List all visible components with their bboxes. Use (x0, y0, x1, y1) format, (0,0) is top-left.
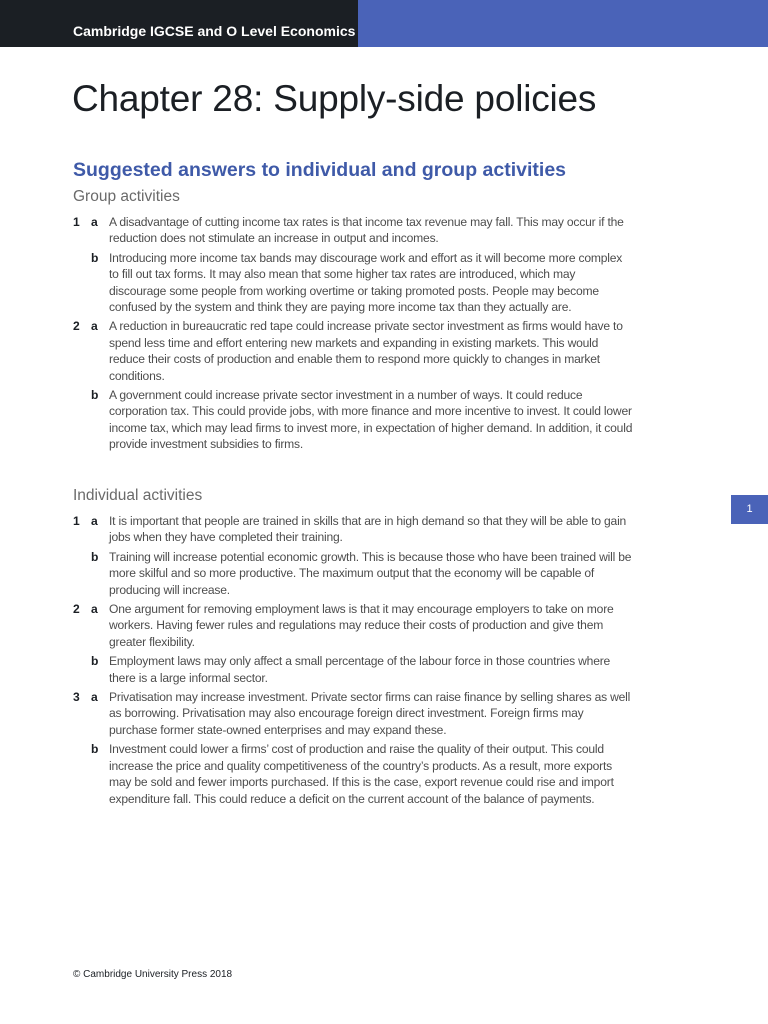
answer-text: A reduction in bureaucratic red tape could increase private sector investment as firms would have to spend less time and effort entering new markets and expanding in existing markets. This would reduce their costs of production and enable them to respond more quickly to changes in market conditions. (109, 319, 623, 383)
list-item (73, 653, 633, 686)
list-item (73, 250, 633, 316)
list-item (73, 318, 633, 384)
answer-text: One argument for removing employment laws is that it may encourage employers to take on more workers. Having fewer rules and regulations may reduce their costs of production and give them greater flexibility. (109, 602, 614, 649)
answer-text: Introducing more income tax bands may discourage work and effort as it will become more complex to fill out tax forms. It may also mean that some higher tax rates are introduced, which may discourage some people from working overtime or taking promoted posts. People may become confused by the system and think they are paying more income tax than they actually are. (109, 250, 623, 315)
question-letter: b (91, 250, 99, 265)
question-letter: b (91, 654, 99, 669)
answer-text: A disadvantage of cutting income tax rates is that income tax revenue may fall. This may occur if the reduction does not stimulate an increase in output and incomes. (109, 215, 624, 246)
list-item (73, 601, 633, 650)
question-letter: a (91, 514, 98, 528)
question-letter: b (91, 388, 99, 403)
question-number: 2 (73, 319, 80, 334)
question-number: 3 (73, 690, 80, 705)
header-accent-bar (358, 0, 768, 47)
list-item (73, 741, 633, 807)
answer-text: Employment laws may only affect a small percentage of the labour force in those countries where there is a large informal sector. (109, 654, 611, 685)
group-activities-heading: Group activities (73, 188, 180, 205)
question-number: 1 (73, 215, 80, 229)
answer-text: It is important that people are trained in skills that are in high demand so that they will be able to gain jobs when they have completed their training. (109, 514, 627, 545)
list-item (73, 689, 633, 738)
list-item (73, 387, 633, 453)
answer-text: Privatisation may increase investment. Private sector firms can raise finance by selling shares as well as borrowing. Privatisation may also encourage foreign direct investment. Foreign firms may purchase former state-owned enterprises and may expand these. (109, 690, 631, 737)
book-title: Cambridge IGCSE and O Level Economics (73, 23, 356, 39)
question-letter: b (91, 742, 99, 757)
chapter-title: Chapter 28: Supply-side policies (72, 78, 597, 119)
question-letter: a (91, 602, 98, 617)
list-item (73, 513, 633, 546)
copyright-footer: © Cambridge University Press 2018 (73, 969, 233, 980)
individual-activities-heading: Individual activities (73, 487, 203, 504)
list-item (73, 214, 633, 247)
section-heading: Suggested answers to individual and group activities (73, 159, 567, 181)
answer-text: Investment could lower a firms’ cost of production and raise the quality of their output. This could increase the price and quality competitiveness of the country’s products. As a result, more exports may be sold and fewer imports purchased. If this is the case, export revenue could rise and import expenditure fall. This could reduce a deficit on the current account of the balance of payments. (109, 742, 614, 806)
page-number-tab: 1 (731, 495, 768, 524)
answer-text: A government could increase private sector investment in a number of ways. It could reduce corporation tax. This could provide jobs, with more finance and more incentive to invest. It could lower income tax, which may lead firms to invest more, in expectation of higher demand. In addition, it could provide investment subsidies to firms. (109, 388, 633, 452)
answer-text: Training will increase potential economic growth. This is because those who have been trained will be more skilful and so more productive. The maximum output that the economy will be capable of producing will increase. (109, 549, 632, 597)
question-letter: a (91, 215, 98, 229)
question-number: 1 (73, 514, 80, 528)
question-letter: a (91, 690, 98, 705)
question-letter: a (91, 319, 98, 334)
individual-activities-list (73, 513, 633, 810)
question-number: 2 (73, 602, 80, 617)
question-letter: b (91, 549, 99, 564)
list-item (73, 549, 633, 598)
group-activities-list (73, 214, 633, 456)
